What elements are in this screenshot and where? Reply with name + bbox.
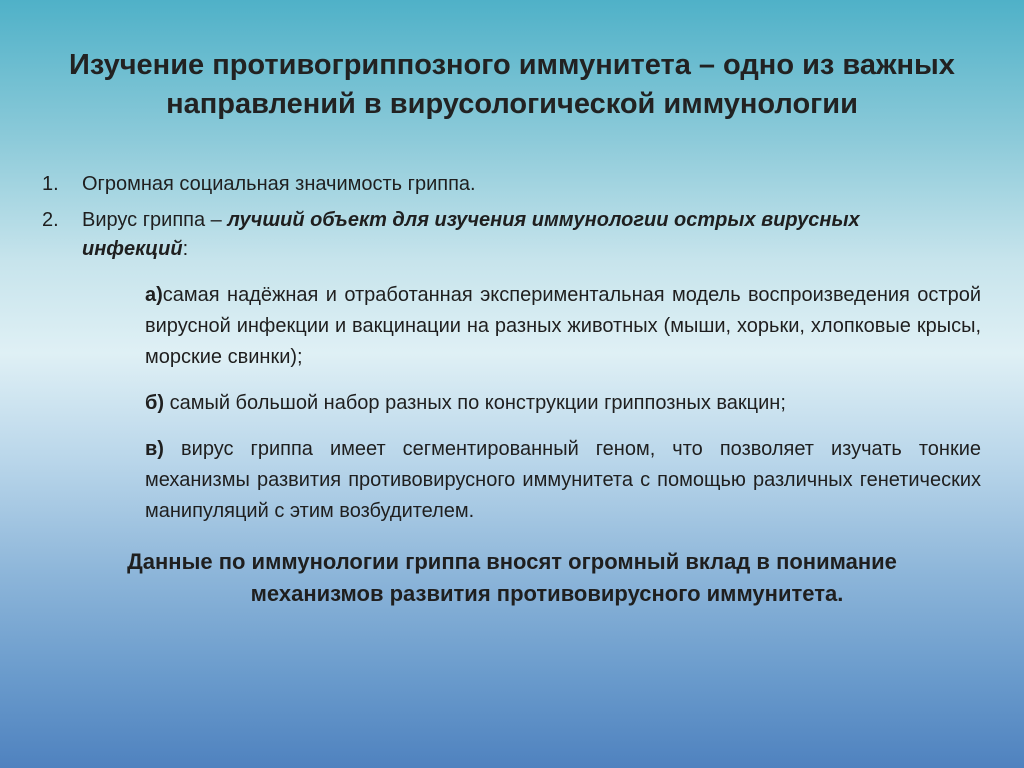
sub-point-b-marker: б) <box>145 392 165 414</box>
list-item-2-emphasis: лучший объект для изучения иммунологии острых вирусных инфекций <box>82 209 860 260</box>
sub-point-a-text: самая надёжная и отработанная экспериментальная модель воспроизведения острой вирусной инфекции и вакцинации на разных животных (мыши, хорьки, хлопковые крысы, морские свинки); <box>145 284 981 368</box>
sub-point-b-text: самый большой набор разных по конструкции гриппозных вакцин; <box>164 392 786 414</box>
list-item-1 <box>42 170 962 199</box>
sub-point-c <box>145 434 981 527</box>
conclusion <box>40 546 984 610</box>
list-number-2: 2. <box>42 209 59 231</box>
conclusion-line-1: Данные по иммунологии гриппа вносят огромный вклад в понимание <box>127 549 897 574</box>
sub-point-b <box>145 388 981 419</box>
list-number-1: 1. <box>42 173 59 195</box>
sub-point-a-marker: а) <box>145 284 163 306</box>
sub-point-c-text: вирус гриппа имеет сегментированный геном, что позволяет изучать тонкие механизмы развития противовирусного иммунитета с помощью различных генетических манипуляций с этим возбудителем. <box>145 438 981 522</box>
list-item-2 <box>42 206 962 264</box>
list-item-2-prefix: Вирус гриппа – <box>82 209 228 231</box>
sub-points <box>145 280 981 542</box>
sub-point-a <box>145 280 981 373</box>
slide-title: Изучение противогриппозного иммунитета – одно из важных направлений в вирусологической иммунологии <box>69 49 955 120</box>
list-item-2-suffix: : <box>182 238 189 260</box>
sub-point-c-marker: в) <box>145 438 164 460</box>
conclusion-line-2: механизмов развития противовирусного иммунитета. <box>250 581 844 606</box>
list-item-1-text: Огромная социальная значимость гриппа. <box>82 173 476 195</box>
numbered-list <box>42 170 962 271</box>
